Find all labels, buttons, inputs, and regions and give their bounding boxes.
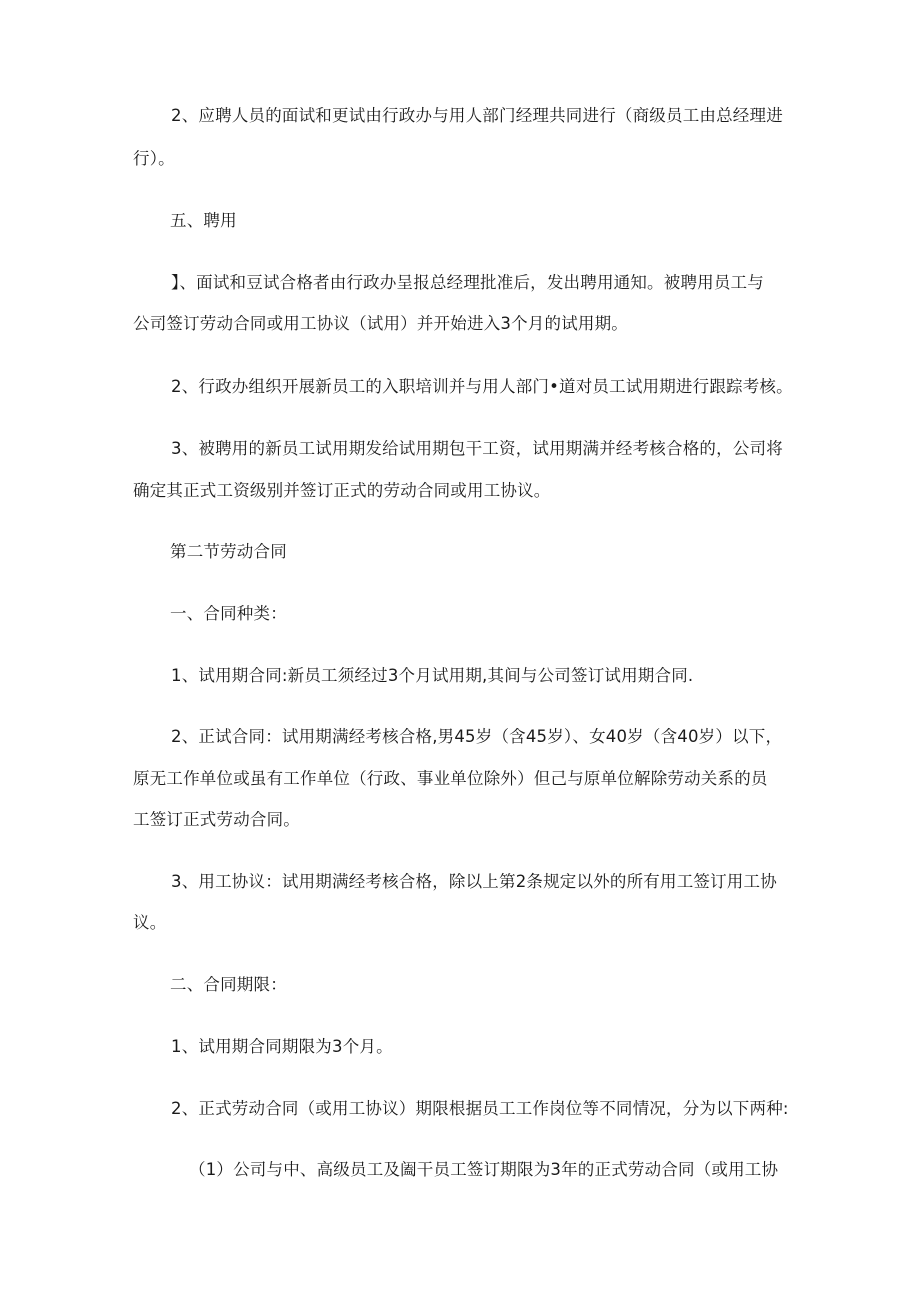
section-heading: 二、合同期限： (170, 975, 287, 994)
paragraph-line: 2、应聘人员的面试和更试由行政办与用人部门经理共同进行（商级员工由总经理进 (171, 106, 783, 125)
paragraph-line: （1）公司与中、高级员工及阖干员工签订期限为3年的正式劳动合同（或用工协 (189, 1160, 779, 1179)
paragraph-line: 】、面试和豆试合格者由行政办呈报总经理批准后，发出聘用通知。被聘用员工与 (171, 273, 764, 292)
paragraph-line: 行）。 (133, 149, 175, 168)
section-heading: 五、聘用 (170, 211, 237, 230)
paragraph-line: 3、被聘用的新员工试用期发给试用期包干工资，试用期满并经考核合格的，公司将 (171, 439, 783, 458)
paragraph-line: 原无工作单位或虽有工作单位（行政、事业单位除外）但己与原单位解除劳动关系的员 (133, 769, 768, 788)
section-heading: 第二节劳动合同 (170, 542, 287, 561)
paragraph-line: 2、行政办组织开展新员工的入职培训并与用人部门•道对员工试用期进行跟踪考核。 (171, 377, 793, 396)
paragraph-line: 1、试用期合同:新员工须经过3个月试用期,其间与公司签订试用期合同. (171, 666, 694, 685)
paragraph-line: 2、正式劳动合同（或用工协议）期限根据员工工作岗位等不同情况，分为以下两种: (171, 1099, 789, 1118)
section-heading: 一、合同种类： (170, 604, 287, 623)
paragraph-line: 确定其正式工资级别并签订正式的劳动合同或用工协议。 (133, 481, 551, 500)
paragraph-line: 1、试用期合同期限为3个月。 (171, 1037, 393, 1056)
paragraph-line: 3、用工协议：试用期满经考核合格，除以上第2条规定以外的所有用工签订用工协 (171, 872, 777, 891)
paragraph-line: 公司签订劳动合同或用工协议（试用）并开始进入3个月的试用期。 (133, 314, 628, 333)
paragraph-line: 议。 (133, 913, 167, 932)
paragraph-line: 工签订正式劳动合同。 (133, 810, 300, 829)
paragraph-line: 2、正试合同：试用期满经考核合格,男45岁（含45岁）、女40岁（含40岁）以下， (171, 727, 783, 746)
